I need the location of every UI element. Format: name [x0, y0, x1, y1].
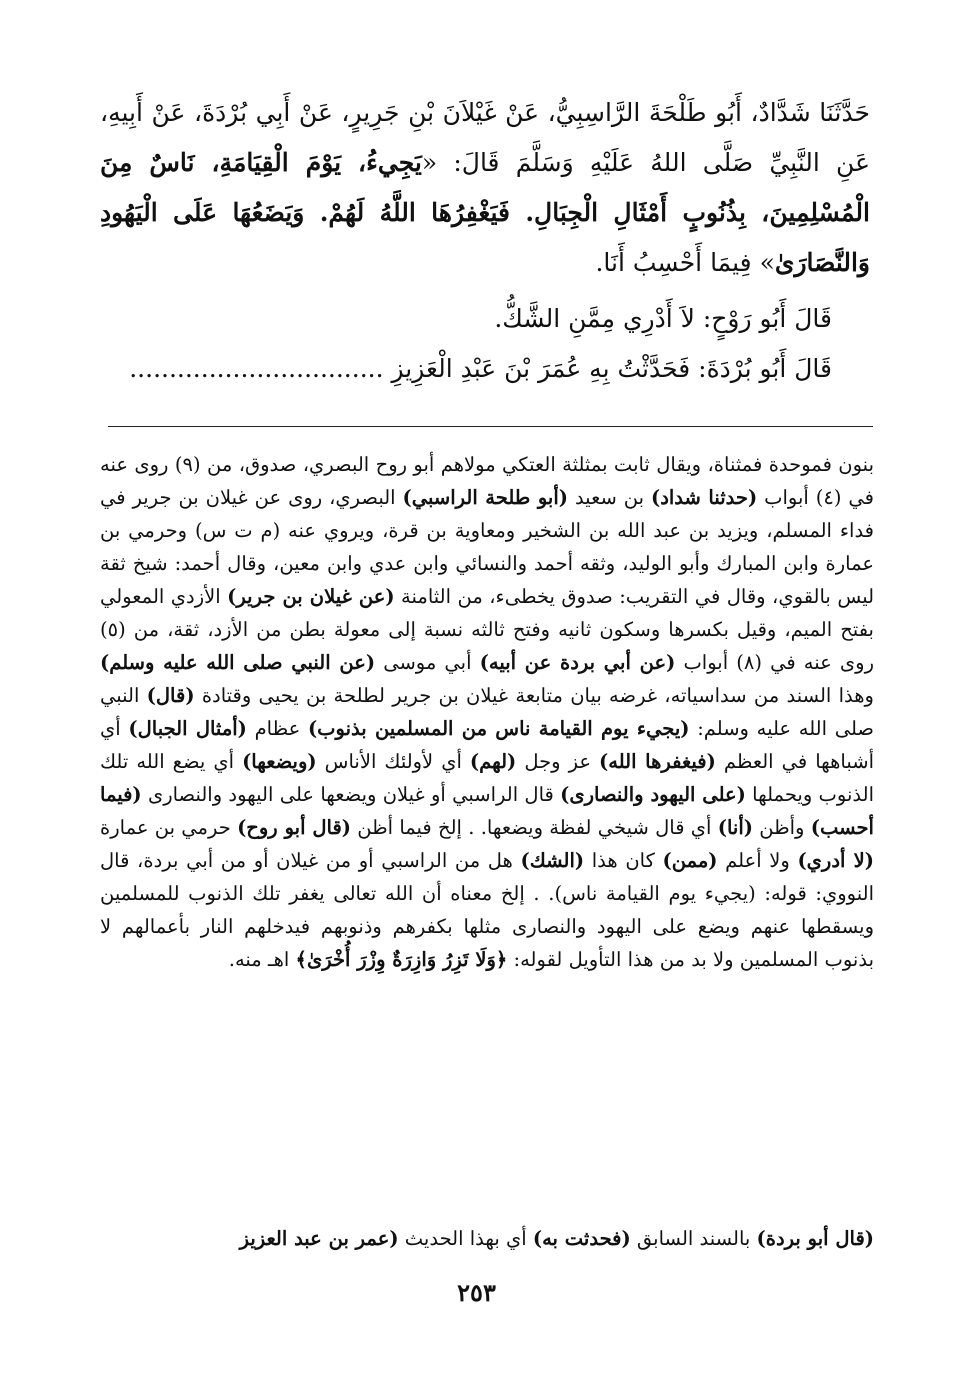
continuation-dots: ................................ — [129, 354, 384, 383]
hadith-isnad: حَدَّثَنَا شَدَّادٌ، أَبُو طَلْحَةَ الرَّاسِبِيُّ، عَنْ غَيْلاَنَ بْنِ جَرِيرٍ، عَنْ أَبِي بُرْدَةَ، عَنْ أَبِيهِ، عَنِ النَّبِيِّ صَلَّى اللهُ عَلَيْهِ وَسَلَّمَ قَالَ: « — [100, 98, 871, 177]
footnote-segment: (قال) — [146, 684, 195, 707]
footnote-segment: البصري، روى عن غيلان بن جرير في فداء المسلم، ويزيد بن عبد الله بن الشخير ومعاوية بن قرة، ويروي عنه (م ت س) وحرمي بن عمارة وابن المبارك وأبو الوليد، وثقه أحمد والنسائي وابن عدي وابن معين، وقال أحمد: شيخ ثقة ليس بالقوي، وقال في التقريب: صدوق يخطىء، من الثامنة — [100, 486, 875, 608]
footnote-paragraph — [100, 448, 874, 976]
footnote-segment: (عن غيلان بن جرير) — [227, 585, 395, 608]
footnote-segment: (لا أدري) — [797, 849, 875, 872]
footnote-segment: (عن أبي بردة عن أبيه) — [479, 651, 676, 674]
continuation-segment: (عمر بن عبد العزيز — [239, 1227, 399, 1250]
footnote-segment: (أمثال الجبال) — [128, 717, 247, 740]
footnote-segment: وأظن — [753, 816, 811, 839]
footnote-segment: (يجيء يوم القيامة ناس من المسلمين بذنوب) — [307, 717, 690, 740]
hadith-text-block — [100, 88, 870, 394]
footnote-segment: وهذا السند من سداسياته، غرضه بيان متابعة غيلان بن جرير لطلحة بن يحيى وقتادة — [194, 684, 874, 707]
footnote-segment: (ممن) — [662, 849, 718, 872]
continuation-segment: (قال أبو بردة) — [756, 1227, 874, 1250]
continuation-segment: أي بهذا الحديث — [398, 1227, 533, 1250]
footnote-segment: عز وجل — [516, 750, 600, 773]
continuation-segment: بالسند السابق — [630, 1227, 757, 1250]
footnote-segment: (فيما أحسب) — [100, 783, 874, 839]
page-number: ٢٥٣ — [457, 1278, 496, 1307]
footnote-segment: (أنا) — [717, 816, 753, 839]
abu-burda-text: قَالَ أَبُو بُرْدَةَ: فَحَدَّثْتُ بِهِ عُمَرَ بْنَ عَبْدِ الْعَزِيزِ — [391, 354, 832, 383]
footnote-segment: (عن النبي صلى الله عليه وسلم) — [100, 651, 376, 674]
hadith-ending: » فِيمَا أَحْسِبُ أَنَا. — [595, 248, 775, 277]
hadith-paragraph — [100, 88, 870, 288]
footnote-segment: (فيغفرها الله) — [599, 750, 716, 773]
footnote-segment: أي أشباهها في العظم — [100, 717, 875, 773]
footnote-segment: أبي موسى — [375, 651, 480, 674]
footnote-segment: النبي صلى الله عليه وسلم: — [100, 684, 874, 740]
footnote-segment: (ويضعها) — [242, 750, 317, 773]
footnote-segment: (قال أبو روح) — [237, 816, 352, 839]
continuation-paragraph — [100, 1222, 874, 1255]
footnote-segment: اهـ منه. — [228, 948, 296, 971]
footnote-segment: (حدثنا شداد) — [650, 486, 758, 509]
footnote-divider — [108, 426, 873, 427]
footnote-segment: الأزدي المعولي بفتح الميم، وقيل بكسرها وسكون ثانيه وفتح ثالثه نسبة إلى معولة بطن من الأزد، ثقة، من (٥) روى عنه في (٨) أبواب — [100, 585, 874, 674]
footnote-segment: ﴿وَلَا تَزِرُ وَازِرَةٌ وِزْرَ أُخْرَىٰ﴾ — [295, 948, 508, 971]
hadith-matn: يَجِيءُ، يَوْمَ الْقِيَامَةِ، نَاسٌ مِنَ الْمُسْلِمِينَ، بِذُنُوبٍ أَمْثَالِ الْجِبَالِ. فَيَغْفِرُهَا اللَّهُ لَهُمْ. وَيَضَعُهَا عَلَى الْيَهُودِ وَالنَّصَارَىٰ — [100, 148, 870, 277]
footnote-segment: أي يضع الله تلك الذنوب ويحملها — [100, 750, 875, 806]
commentary-continuation — [100, 1222, 874, 1255]
footnote-segment: قال الراسبي أو غيلان ويضعها على اليهود والنصارى — [141, 783, 561, 806]
footnote-segment: أي لأولئك الأناس — [316, 750, 470, 773]
footnote-commentary — [100, 448, 874, 976]
continuation-segment: (فحدثت به) — [532, 1227, 631, 1250]
footnote-segment: هل من الراسبي أو من غيلان أو من أبي بردة، قال النووي: قوله: (يجيء يوم القيامة ناس). . إلخ معناه أن الله تعالى يغفر تلك الذنوب للمسلمين ويسقطها عنهم ويضع على اليهود والنصارى مثلها بكفرهم وذنوبهم فيدخلهم النار بأعمالهم لا بذنوب المسلمين ولا بد من هذا التأويل لقوله: — [100, 849, 874, 971]
footnote-segment: عظام — [246, 717, 308, 740]
abu-rawh-note: قَالَ أَبُو رَوْحٍ: لاَ أَدْرِي مِمَّنِ الشَّكُّ. — [494, 304, 832, 333]
footnote-segment: (لهم) — [469, 750, 517, 773]
footnote-segment: ولا أعلم — [717, 849, 798, 872]
footnote-segment: بن سعيد — [568, 486, 651, 509]
footnote-segment: (على اليهود والنصارى) — [560, 783, 746, 806]
abu-burda-note — [100, 344, 832, 394]
footnote-segment: أي قال شيخي لفظة ويضعها. . إلخ فيما أظن — [351, 816, 718, 839]
footnote-segment: حرمي بن عمارة — [100, 816, 238, 839]
footnote-segment: بنون فموحدة فمثناة، ويقال ثابت بمثلثة العتكي مولاهم أبو روح البصري، صدوق، من (٩) روى عنه في (٤) أبواب — [100, 453, 874, 509]
footnote-segment: (الشك) — [520, 849, 585, 872]
footnote-segment: كان هذا — [584, 849, 663, 872]
footnote-segment: (أبو طلحة الراسبي) — [402, 486, 568, 509]
